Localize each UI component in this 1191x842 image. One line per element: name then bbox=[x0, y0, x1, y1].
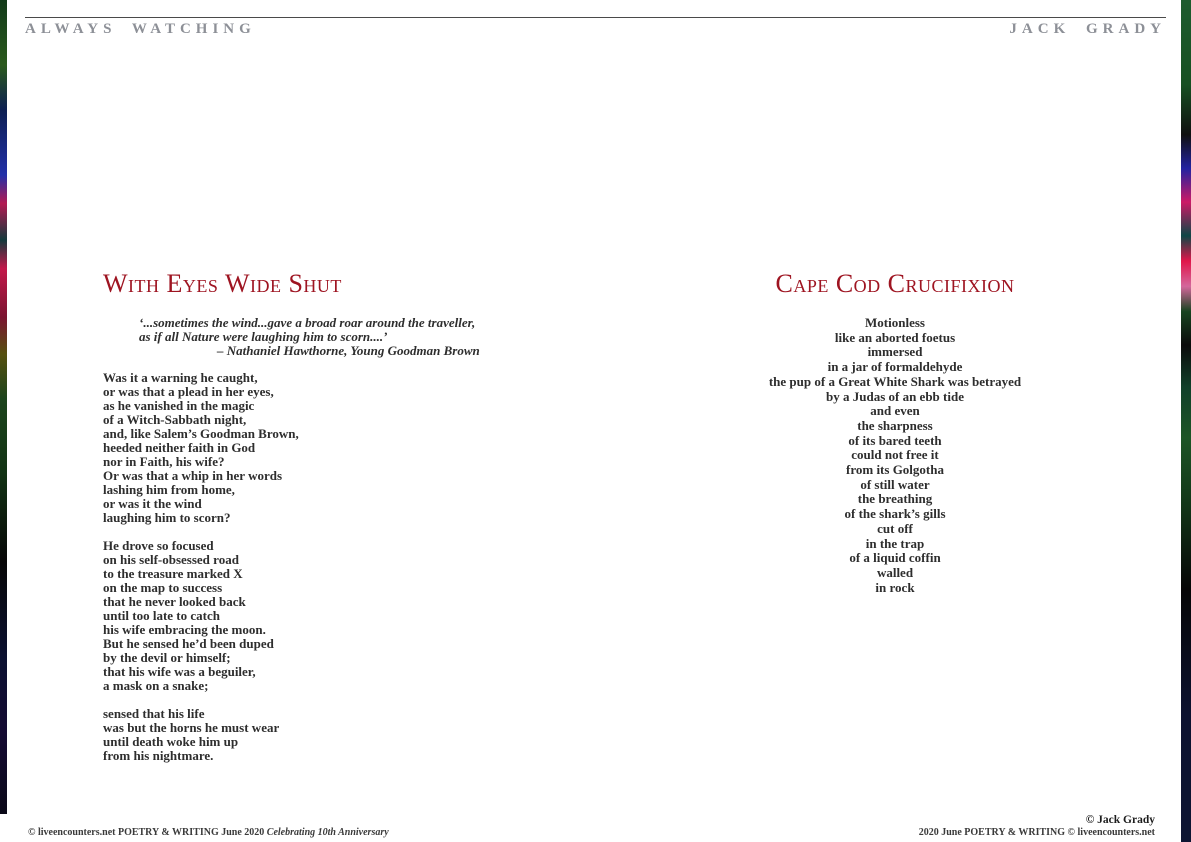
stanza bbox=[103, 539, 548, 693]
poem-line: Motionless bbox=[865, 315, 925, 330]
epigraph-line: ‘...sometimes the wind...gave a broad roar around the traveller, bbox=[139, 315, 476, 330]
epigraph-attribution: – Nathaniel Hawthorne, Young Goodman Brown bbox=[217, 343, 480, 358]
poem-line: lashing him from home, bbox=[103, 482, 235, 497]
poem-lines bbox=[650, 316, 1140, 595]
poem-line: on his self-obsessed road bbox=[103, 552, 239, 567]
poem-line: could not free it bbox=[851, 447, 939, 463]
poem-line: Was it a warning he caught, bbox=[103, 370, 258, 385]
poem-line: Or was that a whip in her words bbox=[103, 468, 283, 483]
poem-line: But he sensed he’d been duped bbox=[103, 636, 274, 651]
poem-line: until death woke him up bbox=[103, 734, 239, 749]
poem-line: heeded neither faith in God bbox=[103, 440, 256, 455]
page-title: ALWAYS WATCHING bbox=[25, 21, 256, 37]
footer-left-text: © liveencounters.net POETRY & WRITING June 2020 bbox=[28, 827, 267, 838]
poem-line: that he never looked back bbox=[103, 594, 246, 609]
epigraph-line: as if all Nature were laughing him to scorn....’ bbox=[139, 329, 388, 344]
poem-line: to the treasure marked X bbox=[103, 566, 243, 581]
header-rule bbox=[25, 17, 1166, 18]
poem-line: on the map to success bbox=[103, 580, 223, 595]
poem-line: nor in Faith, his wife? bbox=[103, 454, 225, 469]
poem-line: his wife embracing the moon. bbox=[103, 622, 266, 637]
footer-left-anniversary: Celebrating 10th Anniversary bbox=[266, 827, 389, 838]
poem-line: like an aborted foetus bbox=[834, 329, 956, 345]
poem-line: laughing him to scorn? bbox=[103, 510, 231, 525]
poem-right-column bbox=[650, 270, 1140, 595]
epigraph bbox=[139, 316, 548, 358]
poem-line: in rock bbox=[875, 579, 915, 595]
poem-line: the pup of a Great White Shark was betrayed bbox=[768, 373, 1022, 389]
poem-line: of its bared teeth bbox=[848, 432, 942, 448]
poem-line: in a jar of formaldehyde bbox=[827, 359, 963, 375]
poem-line: that his wife was a beguiler, bbox=[103, 664, 256, 679]
poem-line: and, like Salem’s Goodman Brown, bbox=[103, 426, 299, 441]
poem-line: and even bbox=[870, 403, 920, 419]
poem-line: walled bbox=[876, 564, 914, 580]
right-photo-edge-strip bbox=[1181, 0, 1191, 842]
poem-line: the sharpness bbox=[857, 417, 933, 433]
poem-line: by the devil or himself; bbox=[103, 650, 231, 665]
poem-line: was but the horns he must wear bbox=[103, 720, 280, 735]
footer-copyright bbox=[919, 814, 1155, 838]
poem-title-left: With Eyes Wide Shut bbox=[103, 269, 342, 298]
poem-line: of still water bbox=[860, 476, 930, 492]
poem-line: until too late to catch bbox=[103, 608, 220, 623]
footer-publication-credit bbox=[28, 827, 389, 838]
poem-left-column bbox=[103, 270, 548, 777]
poem-line: of a Witch-Sabbath night, bbox=[103, 412, 247, 427]
poem-line: from his nightmare. bbox=[103, 748, 214, 763]
poem-line: of a liquid coffin bbox=[849, 550, 941, 566]
copyright-publisher: 2020 June POETRY & WRITING © liveencounters.net bbox=[918, 827, 1155, 838]
poem-line: or was that a plead in her eyes, bbox=[103, 384, 274, 399]
stanza bbox=[103, 371, 548, 525]
poem-stanzas bbox=[103, 371, 548, 763]
copyright-author: © Jack Grady bbox=[1085, 814, 1155, 826]
poem-title-right: Cape Cod Crucifixion bbox=[775, 269, 1015, 298]
author-name: JACK GRADY bbox=[1009, 21, 1166, 37]
poem-line: He drove so focused bbox=[103, 538, 214, 553]
poem-line: from its Golgotha bbox=[846, 462, 944, 478]
epigraph-lines bbox=[139, 316, 548, 344]
poem-line: cut off bbox=[877, 520, 913, 536]
poem-line: sensed that his life bbox=[103, 706, 205, 721]
poem-line: as he vanished in the magic bbox=[103, 398, 255, 413]
poem-line: a mask on a snake; bbox=[103, 678, 209, 693]
stanza bbox=[103, 707, 548, 763]
poem-line: in the trap bbox=[865, 535, 925, 551]
poem-line: by a Judas of an ebb tide bbox=[826, 388, 964, 404]
poem-line: or was it the wind bbox=[103, 496, 202, 511]
poem-line: the breathing bbox=[857, 491, 933, 507]
poem-line: of the shark’s gills bbox=[844, 506, 946, 522]
poem-line: immersed bbox=[867, 344, 923, 360]
left-photo-edge-strip bbox=[0, 0, 7, 814]
